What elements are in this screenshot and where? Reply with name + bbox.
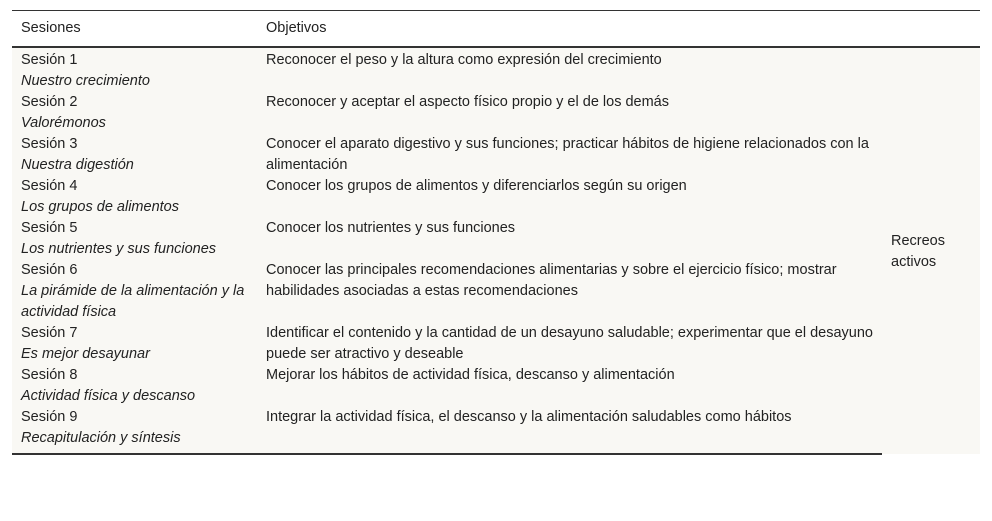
session-title: Nuestro crecimiento	[21, 73, 150, 89]
objective-cell: Integrar la actividad física, el descanso y la alimentación saludables como hábitos	[257, 407, 882, 454]
objective-cell: Identificar el contenido y la cantidad de un desayuno saludable; experimentar que el desayuno puede ser atractivo y deseable	[266, 325, 873, 362]
session-number: Sesión 5	[21, 220, 78, 236]
sessions-table-container	[12, 10, 980, 455]
table-row	[12, 218, 980, 260]
session-cell	[12, 323, 257, 365]
objective-cell: Reconocer y aceptar el aspecto físico propio y el de los demás	[266, 94, 669, 110]
session-title: Nuestra digestión	[21, 157, 134, 173]
session-number: Sesión 9	[21, 409, 78, 425]
session-title: Recapitulación y síntesis	[21, 430, 181, 446]
table-row	[12, 365, 980, 407]
session-title: Los grupos de alimentos	[21, 199, 179, 215]
table-row	[12, 176, 980, 218]
table-row	[12, 134, 980, 176]
table-row	[12, 47, 980, 92]
objective-cell: Conocer el aparato digestivo y sus funciones; practicar hábitos de higiene relacionados con la alimentación	[266, 136, 869, 173]
objective-cell: Conocer los nutrientes y sus funciones	[266, 220, 516, 236]
session-number: Sesión 2	[21, 94, 78, 110]
session-cell	[12, 134, 257, 176]
session-number: Sesión 1	[21, 52, 78, 68]
table-row	[12, 407, 980, 454]
session-number: Sesión 7	[21, 325, 78, 341]
table-row	[12, 92, 980, 134]
session-title: Es mejor desayunar	[21, 346, 150, 362]
objective-cell: Reconocer el peso y la altura como expresión del crecimiento	[266, 52, 662, 68]
table-row	[12, 323, 980, 365]
session-title: Valorémonos	[21, 115, 106, 131]
header-sesiones: Sesiones	[12, 11, 257, 48]
session-number: Sesión 4	[21, 178, 78, 194]
session-cell	[12, 260, 257, 323]
session-title: La pirámide de la alimentación y la actividad física	[21, 283, 245, 320]
session-number: Sesión 6	[21, 262, 78, 278]
session-cell	[12, 47, 257, 92]
session-title: Los nutrientes y sus funciones	[21, 241, 217, 257]
session-number: Sesión 8	[21, 367, 78, 383]
session-number: Sesión 3	[21, 136, 78, 152]
sessions-table	[12, 10, 980, 455]
session-cell	[12, 218, 257, 260]
session-title: Actividad física y descanso	[21, 388, 196, 404]
session-cell	[12, 407, 257, 454]
session-cell	[12, 176, 257, 218]
header-empty	[882, 11, 980, 48]
session-cell	[12, 365, 257, 407]
header-objetivos: Objetivos	[257, 11, 882, 48]
objective-cell: Conocer los grupos de alimentos y diferenciarlos según su origen	[266, 178, 687, 194]
session-cell	[12, 92, 257, 134]
objective-cell: Conocer las principales recomendaciones alimentarias y sobre el ejercicio físico; mostrar habilidades asociadas a estas recomendaciones	[266, 262, 837, 299]
table-header-row	[12, 11, 980, 48]
objective-cell: Mejorar los hábitos de actividad física, descanso y alimentación	[266, 367, 675, 383]
recreos-activos-cell: Recreos activos	[891, 233, 945, 270]
table-row	[12, 260, 980, 323]
